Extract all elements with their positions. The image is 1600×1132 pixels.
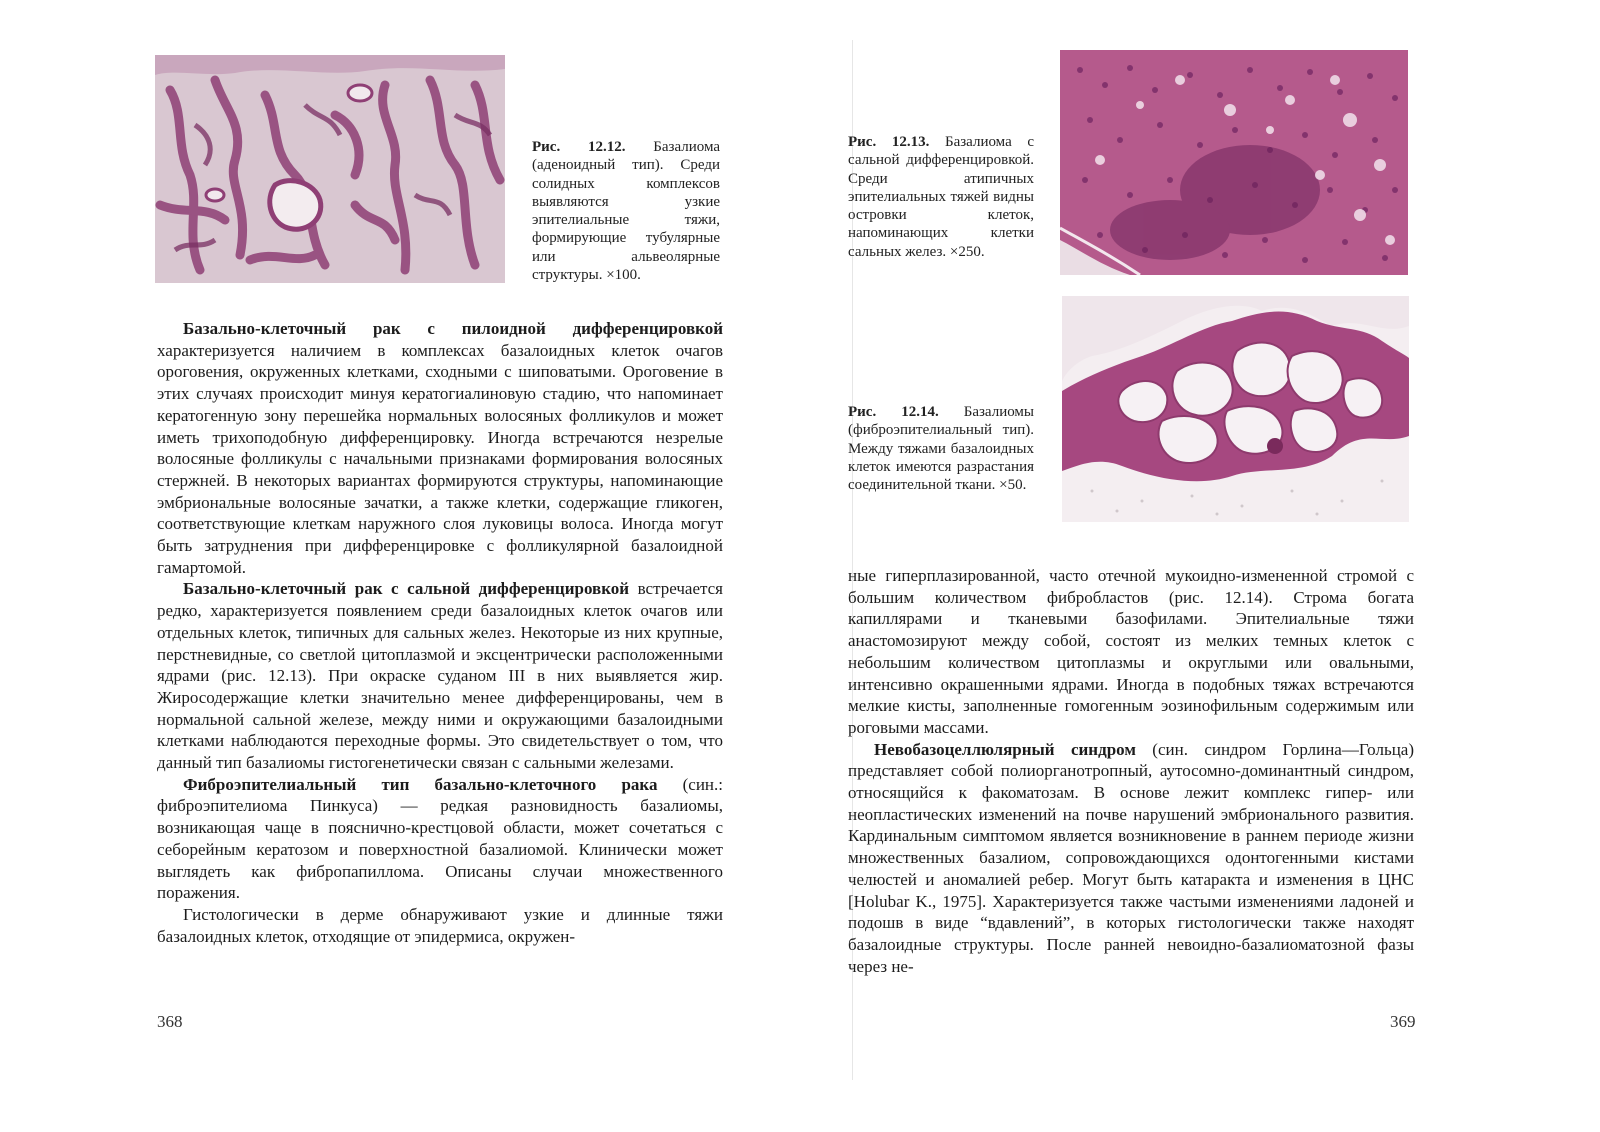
paragraph-continuation [848,565,1414,739]
paragraph-pilloid-text: характеризуется наличием в комплексах базалоидных клеток очагов ороговения, окруженных клетками, сходными с шиповатыми. Ороговение в этих случаях происходит минуя кератогиалиновую стадию, что напоминает кератогенную зону перешейка нормальных волосяных фолликулов и может иметь трихоподобную дифференцировку. Иногда встречаются незрелые волосяные фолликулы с начальными признаками формирования волосяных стержней. В некоторых вариантах формируются структуры, напоминающие эмбриональные волосяные зачатки, а также клетки, содержащие гликоген, соответствующие клеткам наружного слоя луковицы волоса. Иногда могут быть затруднения при дифференцировке с фолликулярной базалоидной гамартомой. [157,340,723,577]
page-number-right: 369 [1390,1012,1416,1031]
left-body-text [157,318,723,947]
paragraph-fibroepithelial-text: (син.: фиброэпителиома Пинкуса) — редкая разновидность базалиомы, возникающая чаще в пояснично-крестцовой области, может сочетаться с себорейным кератозом и поверхностной базалиомой. Клинически может выглядеть как фибропапиллома. Описаны случаи множественного поражения. [157,774,724,903]
paragraph-sebaceous-text: встречается редко, характеризуется появлением среди базалоидных клеток очагов или отдельных клеток, типичных для сальных желез. Некоторые из них крупные, перстневидные, со светлой цитоплазмой и эксцентрически расположенными ядрами (рис. 12.13). При окраске суданом III в них выявляется жир. Жиросодержащие клетки значительно менее дифференцированы, чем в нормальной сальной железе, между ними и окружающими базалоидными клетками наблюдаются переходные формы. Это свидетельствует о том, что данный тип базалиомы гистогенетически связан с сальными железами. [157,579,723,773]
paragraph-histology [157,904,723,947]
page-number-left: 368 [157,1012,183,1031]
figure-12-14-label: Рис. 12.14. [848,404,939,420]
right-body-text [848,565,1414,977]
term-gorlin: Невобазоцеллюлярный синдром [874,739,1136,759]
figure-12-13-micrograph [1060,50,1408,275]
paragraph-fibroepithelial [157,774,723,904]
paragraph-pilloid [157,318,723,578]
figure-12-13-label: Рис. 12.13. [848,134,930,150]
figure-12-13-text: Базалиома с сальной дифференцировкой. Среди атипичных эпителиальных тяжей видны островки клеток, напоминающих клетки сальных желез. ×250. [848,134,1035,260]
term-fibroepithelial: Фиброэпителиальный тип базально-клеточного рака [183,774,658,794]
figure-12-12-text: Базалиома (аденоидный тип). Среди солидных комплексов выявляются узкие эпителиальные тяжи, формирующие тубулярные или альвеолярные структуры. ×100. [532,139,721,284]
paragraph-sebaceous [157,578,723,773]
paragraph-gorlin-text: (син. синдром Горлина—Гольца) представляет собой полиорганотропный, аутосомно-доминантный синдром, относящийся к факоматозам. В основе лежит комплекс гипер- или неопластических изменений на почве нарушений эмбрионального развития. Кардинальным симптомом является возникновение в раннем периоде жизни множественных базалиом, сопровождающихся одонтогенными кистами челюстей и аномалией ребер. Могут быть катаракта и изменения в ЦНС [Holubar K., 1975]. Характеризуется также частыми изменениями ладоней и подошв в виде “вдавлений”, в которых гистологически также находят базалоидные структуры. После ранней невоидно-базалиоматозной фазы через не- [848,739,1414,976]
figure-12-12-caption [532,138,720,284]
paragraph-continuation-text: ные гиперплазированной, часто отечной мукоидно-измененной стромой с большим количеством фибробластов (рис. 12.14). Строма богата капиллярами и тканевыми базофилами. Эпителиальные тяжи анастомозируют между собой, состоят из мелких темных клеток с небольшим количеством цитоплазмы и округлыми или овальными, интенсивно окрашенными ядрами. Иногда в подобных тяжах встречаются мелкие кисты, заполненные гомогенным эозинофильным содержимым или роговыми массами. [848,566,1414,737]
figure-12-14-caption [848,403,1034,494]
figure-12-14-micrograph [1062,296,1409,522]
figure-12-12-micrograph [155,55,505,283]
paragraph-histology-text: Гистологически в дерме обнаруживают узкие и длинные тяжи базалоидных клеток, отходящие от эпидермиса, окружен- [157,904,723,946]
figure-12-12-label: Рис. 12.12. [532,139,626,155]
right-page [840,0,1600,1132]
term-pilloid: Базально-клеточный рак с пилоидной дифференцировкой [183,319,723,338]
figure-12-14-text: Базалиомы (фиброэпителиальный тип). Между тяжами базалоидных клеток имеются разрастания соединительной ткани. ×50. [848,404,1035,494]
paragraph-gorlin [848,739,1414,978]
term-sebaceous: Базально-клеточный рак с сальной дифференцировкой [183,579,630,599]
figure-12-13-caption [848,133,1034,261]
